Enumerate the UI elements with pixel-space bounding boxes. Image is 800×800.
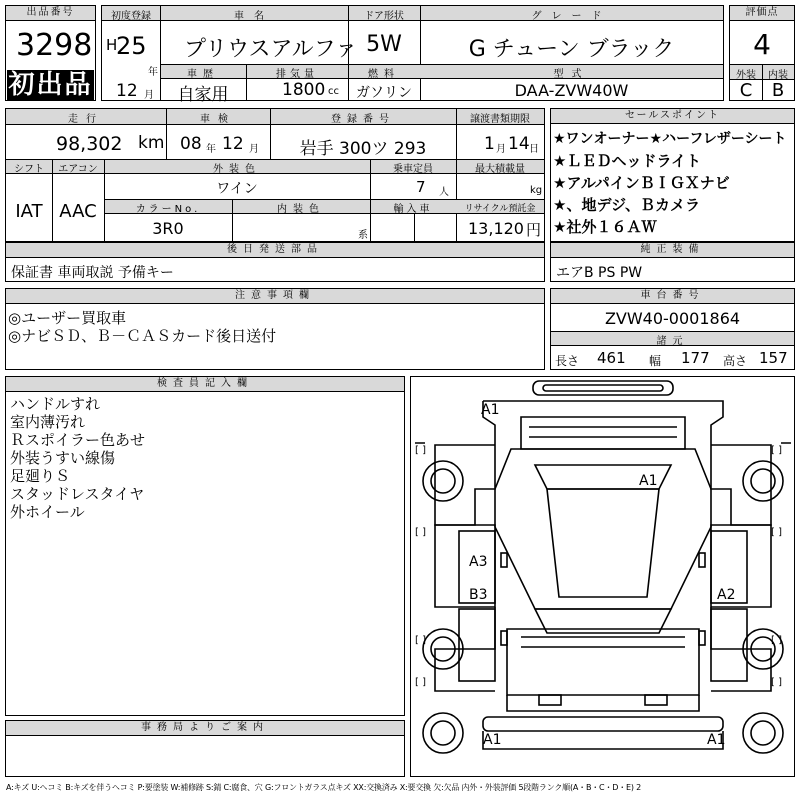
bracket-mark: [ ] <box>415 445 426 456</box>
interior-grade: B <box>771 80 785 101</box>
grade-label: グレード <box>531 11 612 22</box>
legend-footnote: A:キズ U:ヘコミ B:キズを伴うヘコミ P:要塗装 W:補修跡 S:錆 C:腐食、穴 G:フロントガラス点キズ XX:交換済み X:要交換 欠:欠品 内外・外装評価 5段階ランク順(A・B・C・D・E) 2 <box>6 783 642 792</box>
car-outline-svg <box>411 377 794 776</box>
color-no-label: カラーNo. <box>135 204 201 215</box>
bracket-mark: [ ] <box>771 677 782 688</box>
car-name: プリウスアルファ <box>184 37 358 62</box>
int-color-unit: 系 <box>358 230 368 241</box>
insp-month-unit: 月 <box>249 144 259 155</box>
width-label: 幅 <box>649 354 662 368</box>
mileage: 98,302 <box>56 133 123 155</box>
damage-left-door-rear: B3 <box>469 587 488 603</box>
ext-color-label: 外装色 <box>213 164 261 175</box>
chassis-box <box>550 288 795 370</box>
recycle: 13,120 <box>468 219 524 238</box>
later-parts: 保証書 車両取説 予備キー <box>11 265 174 281</box>
month-unit: 月 <box>144 90 154 101</box>
notes-box <box>5 288 545 370</box>
office-label: 事務局よりご案内 <box>6 721 404 736</box>
displacement: 1800 <box>282 80 326 100</box>
notes-label: 注意事項欄 <box>6 289 544 304</box>
note-item: ◎ユーザー買取車 <box>8 309 127 327</box>
width: 177 <box>681 349 710 367</box>
equipment: エアB PS PW <box>556 265 643 281</box>
history: 自家用 <box>177 85 229 105</box>
mileage-label: 走行 <box>68 114 104 125</box>
damage-rear-left: A1 <box>483 732 502 748</box>
office-box <box>5 720 405 777</box>
mileage-unit: km <box>138 133 165 153</box>
note-item: ◎ナビＳＤ、Ｂ－ＣＡＳカード後日送付 <box>8 327 277 345</box>
damage-left-door-front: A3 <box>469 554 488 570</box>
reg-no: 岩手 300ツ 293 <box>299 139 427 159</box>
bracket-mark: [ ] <box>771 635 782 646</box>
sales-point-item: ★ＬＥＤヘッドライト <box>553 152 701 170</box>
inspector-item: 足廻りＳ <box>10 467 71 485</box>
car-damage-diagram <box>410 376 795 777</box>
vehicle-info-table <box>101 5 724 105</box>
max-load-unit: kg <box>530 185 543 196</box>
grade: G チューン ブラック <box>468 37 675 62</box>
chassis-label: 車台番号 <box>551 289 794 304</box>
insp-month: 12 <box>222 134 244 154</box>
sales-point-item: ★、地デジ、Ｂカメラ <box>553 196 700 214</box>
exterior-label: 外装 <box>736 70 756 81</box>
capacity: 7 <box>416 178 426 196</box>
interior-label: 内装 <box>768 70 788 81</box>
lot-number-label: 出品番号 <box>6 6 95 21</box>
color-no: 3R0 <box>152 219 184 238</box>
score: 4 <box>753 28 771 61</box>
max-load-label: 最大積載量 <box>475 164 525 175</box>
ac-label: エアコン <box>58 164 98 175</box>
ext-color: ワイン <box>216 181 258 197</box>
reg-no-label: 登録番号 <box>331 114 395 125</box>
damage-front-left: A1 <box>481 402 500 418</box>
door-type: 5W <box>366 32 402 57</box>
year: 25 <box>116 32 147 60</box>
inspector-item: スタッドレスタイヤ <box>10 485 145 503</box>
car-name-label: 車名 <box>234 11 274 22</box>
length-label: 長さ <box>555 354 580 368</box>
sales-point-item: ★アルパインＢＩＧＸナビ <box>553 174 730 192</box>
history-label: 車歴 <box>187 69 219 80</box>
bracket-mark: [ ] <box>415 527 426 538</box>
fuel: ガソリン <box>356 85 412 101</box>
chassis-number: ZVW40-0001864 <box>604 309 741 328</box>
height: 157 <box>759 349 788 367</box>
shift: IAT <box>15 201 43 222</box>
sales-points-label: セールスポイント <box>551 109 794 124</box>
model: DAA-ZVW40W <box>514 81 629 100</box>
capacity-unit: 人 <box>439 187 449 198</box>
exterior-grade: C <box>739 80 753 101</box>
sales-point-item: ★社外１６ＡＷ <box>553 218 657 236</box>
lot-number-box <box>5 5 96 101</box>
shift-label: シフト <box>14 164 44 175</box>
sales-points-box <box>550 108 795 242</box>
equipment-box <box>550 242 795 282</box>
first-listing-badge: 初出品 <box>8 70 93 100</box>
fuel-label: 燃料 <box>368 69 400 80</box>
sales-point-item: ★ワンオーナー★ハーフレザーシート <box>553 131 787 147</box>
displacement-label: 排気量 <box>276 69 318 80</box>
inspector-item: Ｒスポイラー色あせ <box>10 431 146 449</box>
damage-rear-right: A1 <box>707 732 726 748</box>
registration-table <box>5 108 545 242</box>
month: 12 <box>116 81 138 101</box>
score-label: 評価点 <box>730 6 794 21</box>
transfer-day: 14 <box>508 134 530 154</box>
inspector-item: ハンドルすれ <box>10 395 101 413</box>
capacity-label: 乗車定員 <box>393 164 433 175</box>
model-label: 型式 <box>553 69 590 80</box>
later-parts-label: 後日発送部品 <box>6 243 544 258</box>
lot-number: 3298 <box>16 28 93 63</box>
bracket-mark: [ ] <box>771 445 782 456</box>
ac: AAC <box>59 201 97 222</box>
bracket-mark: [ ] <box>415 635 426 646</box>
inspector-label: 検査員記入欄 <box>6 377 404 392</box>
damage-roof: A1 <box>639 473 658 489</box>
insp-year-unit: 年 <box>206 144 216 155</box>
displacement-unit: cc <box>328 86 339 97</box>
transfer-day-unit: 日 <box>529 144 539 155</box>
door-label: ドア形状 <box>364 11 404 22</box>
inspector-item: 外ホイール <box>10 503 85 521</box>
transfer-month: 1 <box>484 134 495 154</box>
inspection-label: 車検 <box>200 114 236 125</box>
int-color-label: 内装色 <box>277 204 325 215</box>
transfer-month-unit: 月 <box>496 144 506 155</box>
insp-year: 08 <box>180 134 202 154</box>
import-label: 輸入車 <box>393 204 433 215</box>
score-box <box>729 5 795 101</box>
inspector-item: 室内薄汚れ <box>10 413 86 431</box>
later-parts-box <box>5 242 545 282</box>
bracket-mark: [ ] <box>415 677 426 688</box>
bracket-mark: [ ] <box>771 527 782 538</box>
transfer-label: 譲渡書類期限 <box>470 114 530 125</box>
first-reg-label: 初度登録 <box>111 11 151 22</box>
recycle-unit: 円 <box>526 221 542 239</box>
era: H <box>106 36 118 54</box>
inspector-item: 外装うすい線傷 <box>10 449 116 467</box>
length: 461 <box>597 349 626 367</box>
recycle-label: リサイクル預託金 <box>464 204 536 214</box>
dims-label: 諸元 <box>656 336 689 347</box>
year-unit: 年 <box>148 67 158 78</box>
inspector-box <box>5 376 405 716</box>
damage-right-door-rear: A2 <box>717 587 736 603</box>
equipment-label: 純正装備 <box>551 243 794 258</box>
height-label: 高さ <box>723 354 748 368</box>
